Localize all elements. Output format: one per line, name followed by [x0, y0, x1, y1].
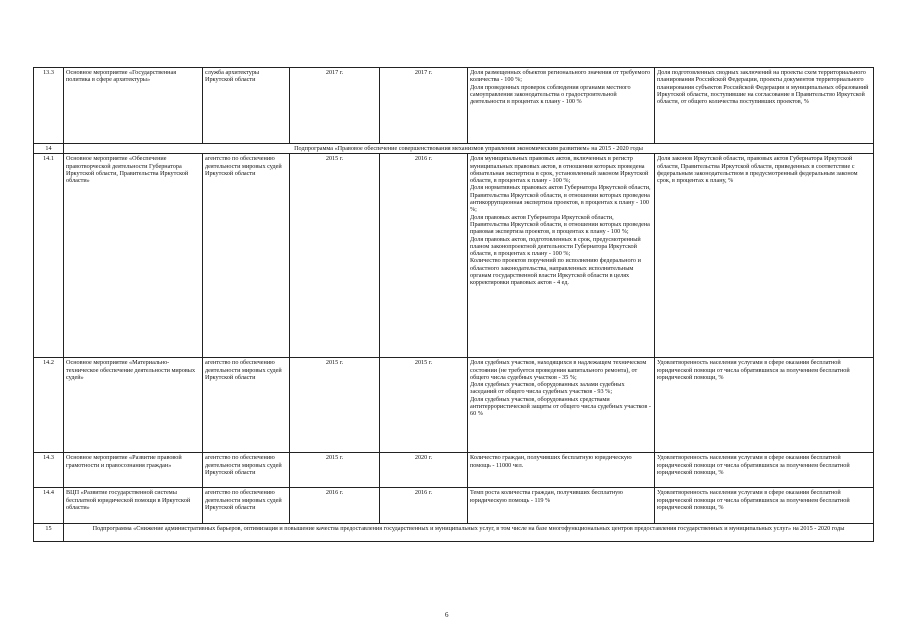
executor: служба архитектуры Иркутской области	[203, 68, 290, 144]
indicator-text: Доля нормативных правовых актов Губернатора Иркутской области, Правительства Иркутской области, в отношении которых проведена антикоррупционная экспертиза проектов, в процентах к плану - 100 %;	[470, 184, 651, 214]
indicator-text: Доля муниципальных правовых актов, включенных в регистр муниципальных правовых актов, в отношении которых проведена обязательная экспертиза в срок, установленный законом Иркутской области, в процентах к плану - 100 %;	[470, 155, 649, 185]
start-year: 2015 г.	[290, 453, 380, 488]
indicator-text: Доля судебных участков, оборудованных средствами антитеррористической защиты от общего числа судебных участков - 60 %	[470, 395, 651, 418]
executor: агентство по обеспечению деятельности мировых судей Иркутской области	[203, 453, 290, 488]
table-row	[34, 453, 874, 488]
event-name: ВЦП «Развитие государственной системы бесплатной юридической помощи в Иркутской области»	[64, 488, 203, 524]
event-name: Основное мероприятие «Обеспечение правотворческой деятельности Губернатора Иркутской области, Правительства Иркутской области»	[64, 154, 203, 358]
result-indicator: Удовлетворенность населения услугами в сфере оказания бесплатной юридической помощи от числа обратившихся за получением бесплатной юридической помощи, %	[655, 453, 874, 488]
indicator-text: Доля судебных участков, оборудованных залами судебных заседаний от общего числа судебных участков - 93 %;	[470, 381, 625, 396]
end-year: 2020 г.	[380, 453, 468, 488]
indicator-text: Доля правовых актов, подготовленных в срок, предусмотренный планом законопроектной деятельности Губернатора Иркутской области, в процентах к плану - 100 %;	[470, 235, 641, 258]
event-name: Основное мероприятие «Развитие правовой грамотности и правосознания граждан»	[64, 453, 203, 488]
indicators-cell	[468, 358, 655, 453]
result-indicator: Удовлетворенность населения услугами в сфере оказания бесплатной юридической помощи от числа обратившихся за получением бесплатной юридической помощи, %	[655, 488, 874, 524]
executor: агентство по обеспечению деятельности мировых судей Иркутской области	[203, 488, 290, 524]
event-name: Основное мероприятие «Материально-техническое обеспечение деятельности мировых судей»	[64, 358, 203, 453]
indicator-text: Доля размещенных объектов регионального значения от требуемого количества - 100 %;	[470, 69, 651, 84]
row-number: 15	[34, 524, 64, 542]
indicator-text: Количество граждан, получивших бесплатную юридическую помощь - 11000 чел.	[470, 454, 632, 469]
subprogram-row	[34, 524, 874, 542]
indicator-text: Количество проектов поручений по исполнению федерального и областного законодательства, направленных исполнительным органам государственной власти Иркутской области в целях корректировки правовых актов - 4 ед.	[470, 257, 641, 287]
start-year: 2017 г.	[290, 68, 380, 144]
subprogram-title: Подпрограмма «Правовое обеспечение совершенствования механизмов управления экономическим развитием» на 2015 - 2020 годы	[64, 144, 874, 154]
row-number: 14.1	[34, 154, 64, 358]
start-year: 2015 г.	[290, 358, 380, 453]
indicators-cell	[468, 154, 655, 358]
end-year: 2017 г.	[380, 68, 468, 144]
table-row	[34, 68, 874, 144]
result-indicator: Удовлетворенность населения услугами в сфере оказания бесплатной юридической помощи от числа обратившихся за получением бесплатной юридической помощи, %	[655, 358, 874, 453]
result-indicator: Доля подготовленных сводных заключений на проекты схем территориального планирования Российской Федерации, проекты документов территориального планирования субъектов Российской Федерации и муниципальных образований Иркутской области, поступившие на согласование в Правительство Иркутской области, от общего количества поступивших проектов, %	[655, 68, 874, 144]
start-year: 2015 г.	[290, 154, 380, 358]
row-number: 13.3	[34, 68, 64, 144]
row-number: 14.3	[34, 453, 64, 488]
indicators-cell	[468, 68, 655, 144]
row-number: 14	[34, 144, 64, 154]
end-year: 2016 г.	[380, 154, 468, 358]
indicator-text: Доля проведенных проверок соблюдения органами местного самоуправления законодательства о градостроительной деятельности в процентах к плану - 100 %	[470, 83, 631, 106]
table-row	[34, 488, 874, 524]
result-indicator: Доля законов Иркутской области, правовых актов Губернатора Иркутской области, Правительства Иркутской области, приведенных в соответствие с федеральным законодательством в предусмотренный федеральным законом срок, в процентах к плану, %	[655, 154, 874, 358]
indicator-text: Доля судебных участков, находящихся в надлежащем техническом состоянии (не требуется проведения капитального ремонта), от общего числа судебных участков - 35 %;	[470, 359, 647, 381]
event-name: Основное мероприятие «Государственная политика в сфере архитектуры»	[64, 68, 203, 144]
indicators-cell	[468, 488, 655, 524]
table-row	[34, 154, 874, 358]
executor: агентство по обеспечению деятельности мировых судей Иркутской области	[203, 358, 290, 453]
row-number: 14.2	[34, 358, 64, 453]
indicator-text: Доля правовых актов Губернатора Иркутской области, Правительства Иркутской области, в отношении которых проведена правовая экспертиза проектов, в процентах к плану - 100 %;	[470, 213, 650, 236]
page-number: 6	[445, 611, 449, 619]
subprogram-row	[34, 144, 874, 154]
end-year: 2015 г.	[380, 358, 468, 453]
indicators-cell	[468, 453, 655, 488]
table-row	[34, 358, 874, 453]
subprogram-title: Подпрограмма «Снижение административных барьеров, оптимизация и повышение качества предоставления государственных и муниципальных услуг, в том числе на базе многофункциональных центров предоставления государственных и муниципальных услуг» на 2015 - 2020 годы	[64, 524, 874, 542]
start-year: 2016 г.	[290, 488, 380, 524]
row-number: 14.4	[34, 488, 64, 524]
program-events-table	[33, 67, 874, 542]
end-year: 2016 г.	[380, 488, 468, 524]
indicator-text: Темп роста количества граждан, получивших бесплатную юридическую помощь - 119 %	[470, 489, 623, 504]
executor: агентство по обеспечению деятельности мировых судей Иркутской области	[203, 154, 290, 358]
